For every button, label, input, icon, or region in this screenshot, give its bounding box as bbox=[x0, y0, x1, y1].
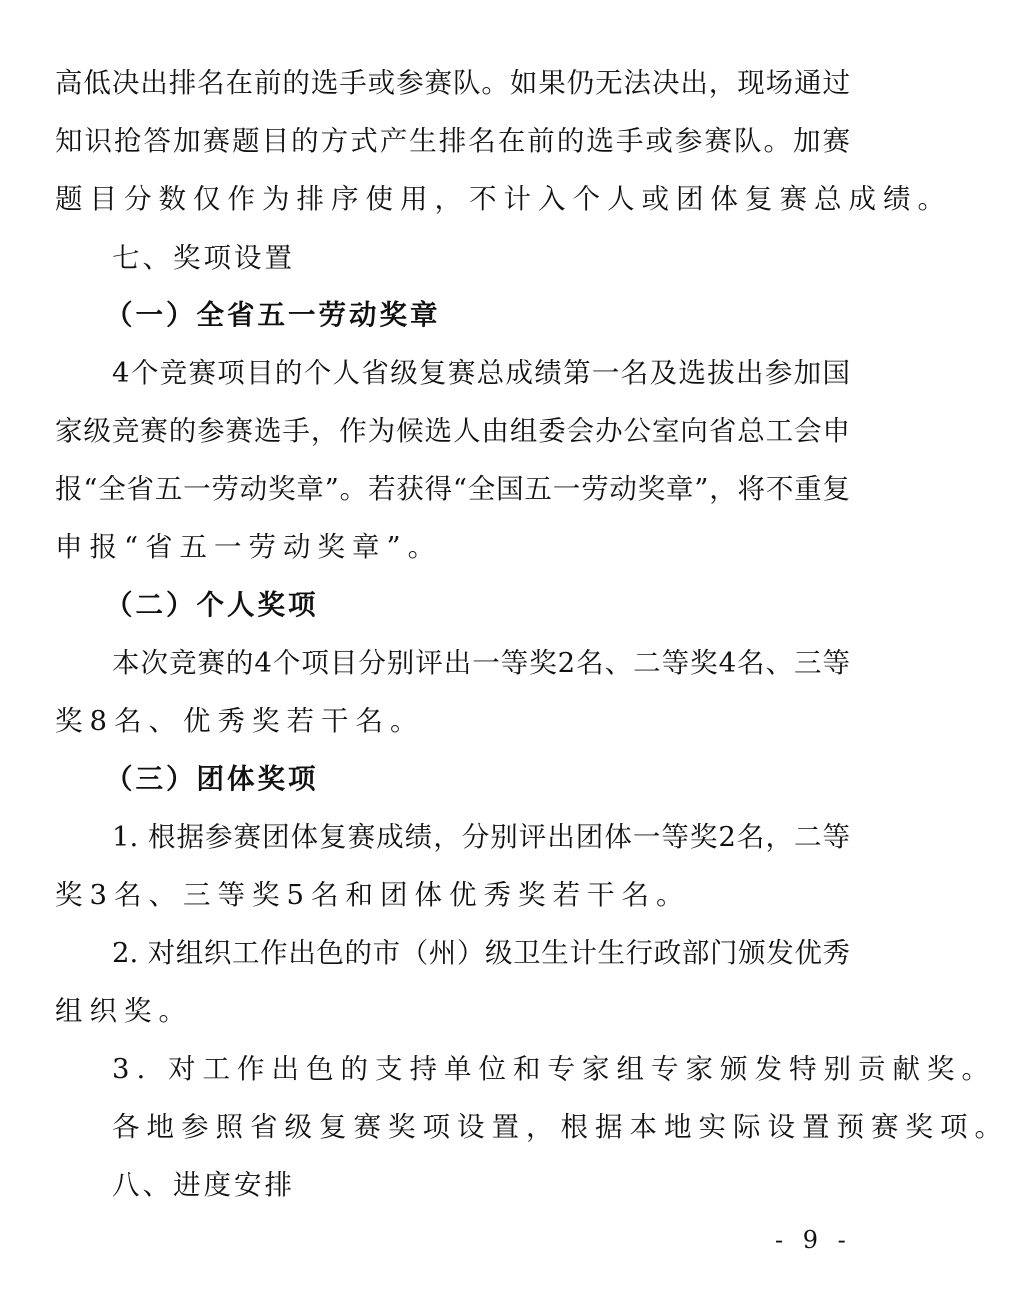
body-text-line: 4个竞赛项目的个人省级复赛总成绩第一名及选拔出参加国 bbox=[112, 357, 850, 389]
body-text-line: 知识抢答加赛题目的方式产生排名在前的选手或参赛队。加赛 bbox=[55, 125, 850, 157]
body-text-line: 家级竞赛的参赛选手，作为候选人由组委会办公室向省总工会申 bbox=[55, 415, 850, 447]
body-text-line: 各地参照省级复赛奖项设置，根据本地实际设置预赛奖项。 bbox=[112, 1111, 1009, 1143]
body-text-line: 奖3名、三等奖5名和团体优秀奖若干名。 bbox=[55, 879, 691, 911]
body-text-line: 高低决出排名在前的选手或参赛队。如果仍无法决出，现场通过 bbox=[55, 67, 850, 99]
section-heading-schedule: 八、进度安排 bbox=[112, 1169, 295, 1201]
page-number: - 9 - bbox=[775, 1226, 852, 1254]
body-text-line: 2. 对组织工作出色的市（州）级卫生计生行政部门颁发优秀 bbox=[112, 937, 850, 969]
body-text-line: 3. 对工作出色的支持单位和专家组专家颁发特别贡献奖。 bbox=[112, 1053, 996, 1085]
body-text-line: 申报“省五一劳动奖章”。 bbox=[55, 531, 443, 563]
body-text-line: 报“全省五一劳动奖章”。若获得“全国五一劳动奖章”，将不重复 bbox=[55, 473, 850, 505]
subsection-heading-team-awards: （三）团体奖项 bbox=[105, 763, 319, 795]
body-text-line: 组织奖。 bbox=[55, 995, 193, 1027]
body-text-line: 1. 根据参赛团体复赛成绩，分别评出团体一等奖2名，二等 bbox=[112, 821, 850, 853]
subsection-heading-labor-medal: （一）全省五一劳动奖章 bbox=[105, 299, 441, 331]
subsection-heading-individual-awards: （二）个人奖项 bbox=[105, 589, 319, 621]
section-heading-awards: 七、奖项设置 bbox=[112, 242, 295, 274]
body-text-line: 本次竞赛的4个项目分别评出一等奖2名、二等奖4名、三等 bbox=[112, 647, 850, 679]
body-text-line: 题目分数仅作为排序使用，不计入个人或团体复赛总成绩。 bbox=[55, 183, 952, 215]
body-text-line: 奖8名、优秀奖若干名。 bbox=[55, 705, 425, 737]
